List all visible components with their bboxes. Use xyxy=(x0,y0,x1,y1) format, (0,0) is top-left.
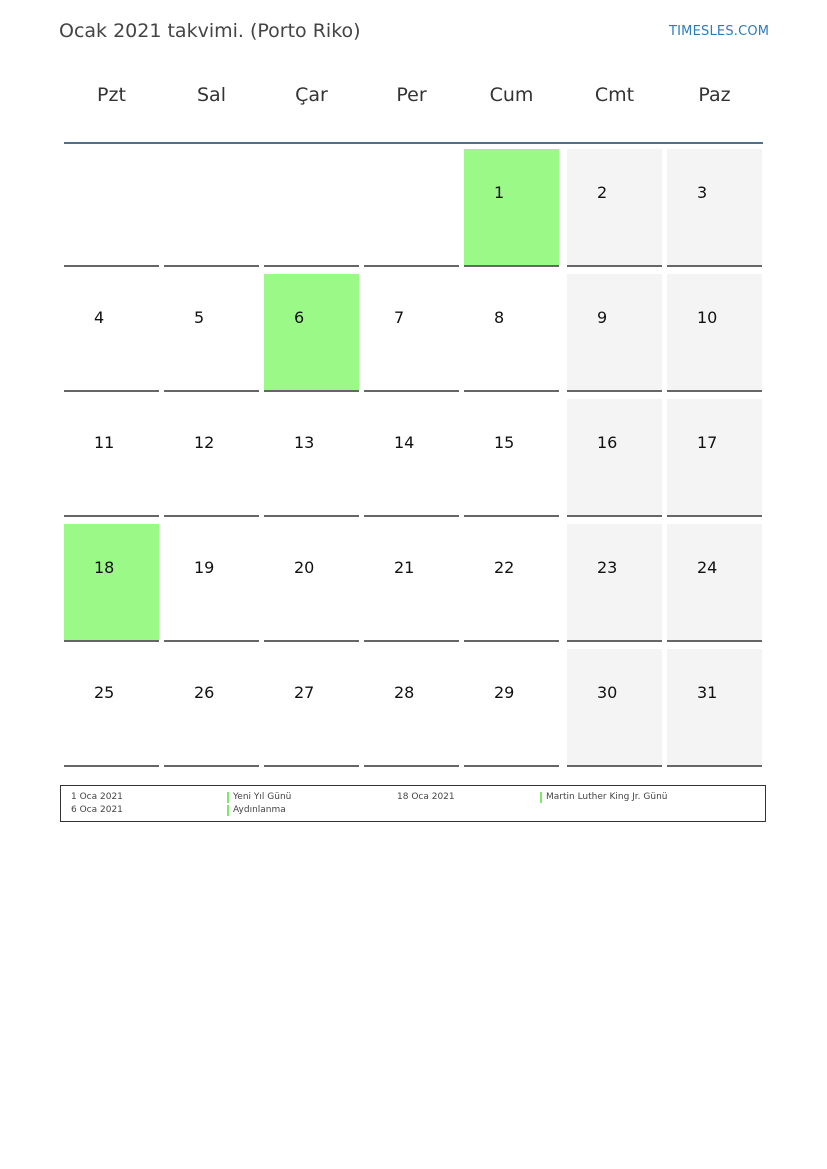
day-number: 8 xyxy=(494,308,505,327)
day-cell[interactable] xyxy=(64,274,159,392)
legend-holiday-name xyxy=(227,805,286,815)
day-cell[interactable] xyxy=(364,399,459,517)
day-number: 7 xyxy=(394,308,405,327)
day-number: 4 xyxy=(94,308,105,327)
site-link[interactable]: TIMESLES.COM xyxy=(669,24,770,39)
day-number: 27 xyxy=(294,683,315,702)
day-cell[interactable] xyxy=(567,524,662,642)
day-number: 26 xyxy=(194,683,215,702)
empty-day-cell xyxy=(264,149,359,267)
day-cell[interactable] xyxy=(464,399,559,517)
day-cell[interactable] xyxy=(567,274,662,392)
legend-date: 18 Oca 2021 xyxy=(397,792,455,802)
day-number: 5 xyxy=(194,308,205,327)
day-cell[interactable] xyxy=(364,274,459,392)
legend-date: 1 Oca 2021 xyxy=(71,792,123,802)
day-cell[interactable] xyxy=(364,524,459,642)
weekday-thursday: Per xyxy=(396,84,427,106)
day-number: 2 xyxy=(597,183,608,202)
day-cell[interactable] xyxy=(567,649,662,767)
day-number: 17 xyxy=(697,433,718,452)
day-cell[interactable] xyxy=(264,274,359,392)
legend-color-bar xyxy=(540,792,542,803)
day-cell[interactable] xyxy=(667,274,762,392)
day-cell[interactable] xyxy=(567,149,662,267)
legend-name-text: Martin Luther King Jr. Günü xyxy=(546,792,668,802)
day-cell[interactable] xyxy=(264,649,359,767)
day-cell[interactable] xyxy=(464,649,559,767)
day-cell[interactable] xyxy=(667,649,762,767)
empty-day-cell xyxy=(64,149,159,267)
day-number: 30 xyxy=(597,683,618,702)
day-cell[interactable] xyxy=(264,399,359,517)
empty-day-cell xyxy=(364,149,459,267)
day-cell[interactable] xyxy=(64,524,159,642)
day-cell[interactable] xyxy=(264,524,359,642)
day-cell[interactable] xyxy=(364,649,459,767)
day-cell[interactable] xyxy=(64,399,159,517)
day-number: 1 xyxy=(494,183,505,202)
day-number: 19 xyxy=(194,558,215,577)
day-number: 6 xyxy=(294,308,305,327)
day-cell[interactable] xyxy=(464,149,559,267)
day-cell[interactable] xyxy=(464,524,559,642)
empty-day-cell xyxy=(164,149,259,267)
day-cell[interactable] xyxy=(667,399,762,517)
day-number: 20 xyxy=(294,558,315,577)
legend-color-bar xyxy=(227,792,229,803)
day-number: 18 xyxy=(94,558,115,577)
header-divider xyxy=(64,142,763,144)
weekday-saturday: Cmt xyxy=(594,84,635,106)
day-number: 13 xyxy=(294,433,315,452)
day-cell[interactable] xyxy=(464,274,559,392)
day-cell[interactable] xyxy=(667,149,762,267)
day-cell[interactable] xyxy=(164,649,259,767)
day-number: 29 xyxy=(494,683,515,702)
weekday-sunday: Paz xyxy=(698,84,731,106)
day-number: 22 xyxy=(494,558,515,577)
day-cell[interactable] xyxy=(164,399,259,517)
weekday-friday: Cum xyxy=(489,84,534,106)
legend-holiday-name xyxy=(540,792,667,802)
weekday-monday: Pzt xyxy=(97,84,126,106)
day-cell[interactable] xyxy=(567,399,662,517)
day-number: 9 xyxy=(597,308,608,327)
day-cell[interactable] xyxy=(64,649,159,767)
day-cell[interactable] xyxy=(164,274,259,392)
legend-name-text: Yeni Yıl Günü xyxy=(233,792,292,802)
day-number: 21 xyxy=(394,558,415,577)
legend-color-bar xyxy=(227,805,229,816)
day-number: 31 xyxy=(697,683,718,702)
legend-date: 6 Oca 2021 xyxy=(71,805,123,815)
page-title: Ocak 2021 takvimi. (Porto Riko) xyxy=(59,20,361,42)
day-number: 23 xyxy=(597,558,618,577)
weekday-header xyxy=(64,84,763,124)
day-number: 28 xyxy=(394,683,415,702)
holiday-legend xyxy=(60,785,766,822)
legend-name-text: Aydınlanma xyxy=(233,805,286,815)
day-number: 15 xyxy=(494,433,515,452)
day-number: 10 xyxy=(697,308,718,327)
weekday-tuesday: Sal xyxy=(197,84,226,106)
day-number: 12 xyxy=(194,433,215,452)
day-cell[interactable] xyxy=(667,524,762,642)
day-number: 11 xyxy=(94,433,115,452)
day-number: 3 xyxy=(697,183,708,202)
day-cell[interactable] xyxy=(164,524,259,642)
day-number: 16 xyxy=(597,433,618,452)
weekday-wednesday: Çar xyxy=(295,84,328,106)
day-number: 14 xyxy=(394,433,415,452)
day-number: 25 xyxy=(94,683,115,702)
legend-holiday-name xyxy=(227,792,291,802)
day-number: 24 xyxy=(697,558,718,577)
